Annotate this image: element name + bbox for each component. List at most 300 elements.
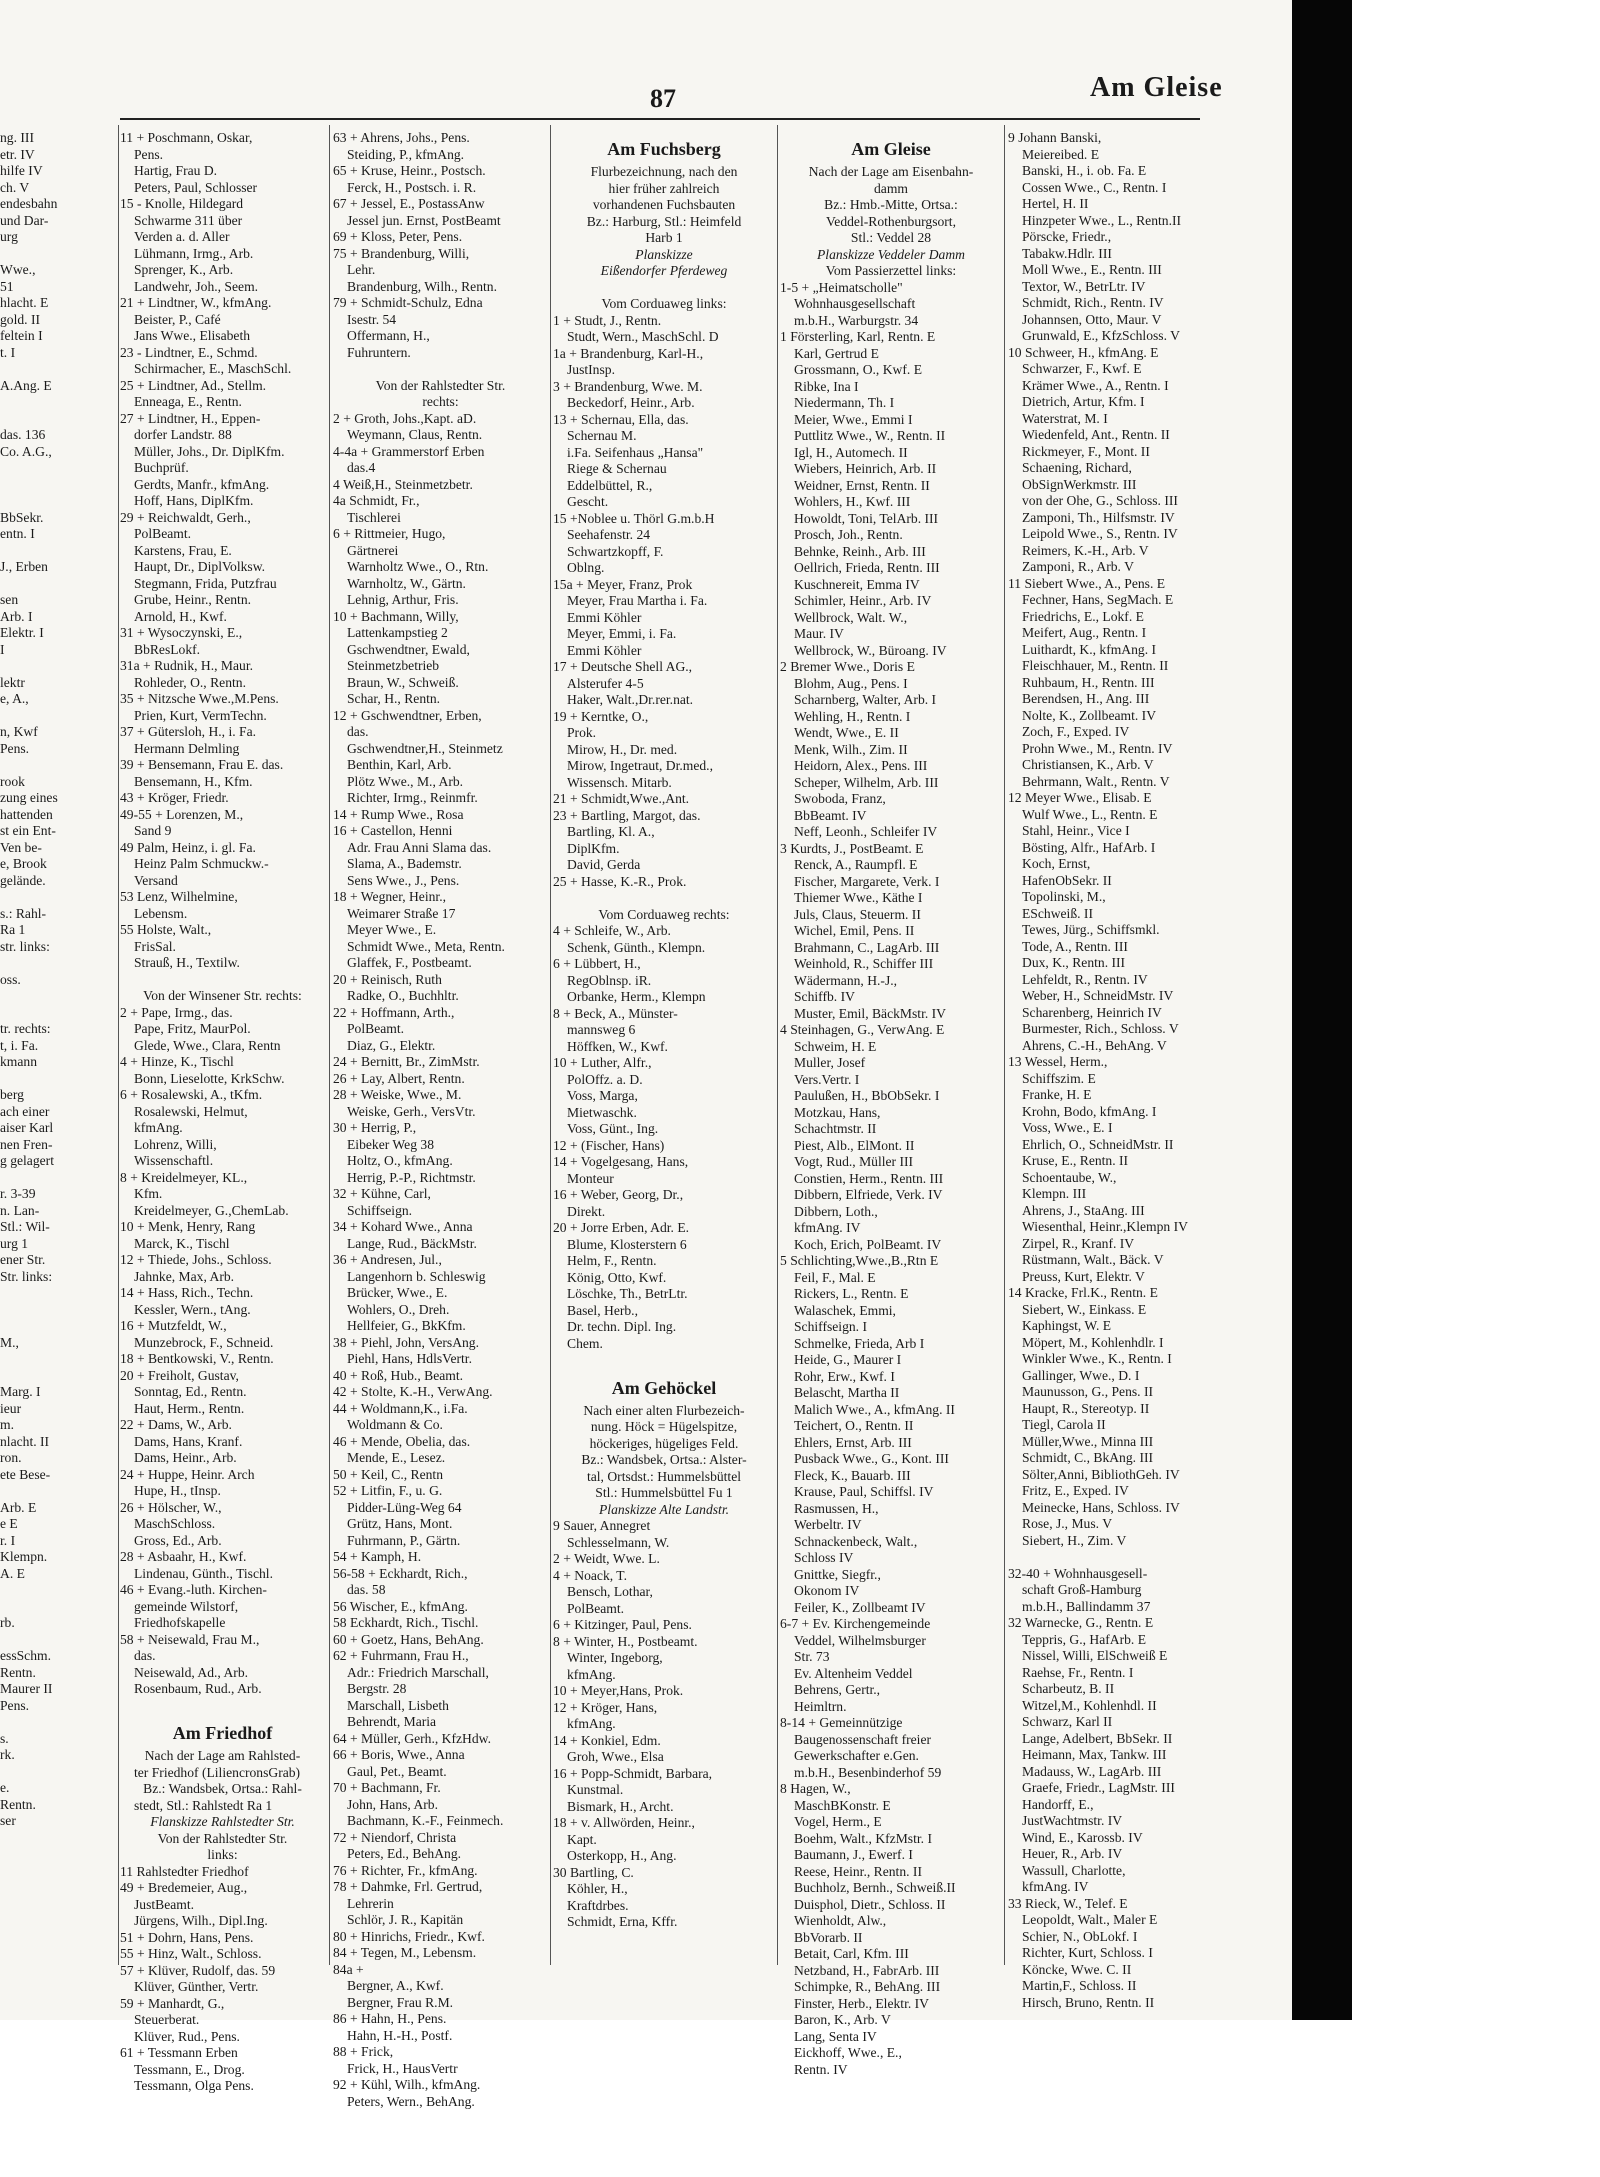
directory-line: Stahl, Heinr., Vice I bbox=[1022, 823, 1130, 838]
directory-line: Haupt, Dr., DiplVolksw. bbox=[134, 559, 266, 574]
directory-line: das. bbox=[347, 724, 369, 739]
directory-line: Wiebers, Heinrich, Arb. II bbox=[794, 461, 937, 476]
directory-line: Banski, H., i. ob. Fa. E bbox=[1022, 163, 1147, 178]
directory-line: Kapt. bbox=[567, 1831, 597, 1847]
directory-line: m.b.H., Warburgstr. 34 bbox=[794, 312, 919, 328]
directory-line: Malich Wwe., A., kfmAng. II bbox=[794, 1401, 955, 1417]
directory-line: Hellfeier, G., BkKfm. bbox=[347, 1318, 466, 1333]
directory-line: ter Friedhof (LiliencronsGrab) bbox=[134, 1764, 301, 1780]
directory-line bbox=[553, 1352, 775, 1369]
directory-line: König, Otto, Kwf. bbox=[567, 1269, 667, 1285]
directory-line bbox=[0, 889, 118, 906]
directory-line: Krämer Wwe., A., Rentn. I bbox=[1022, 377, 1169, 393]
directory-line: Nach der Lage am Rahlsted- bbox=[144, 1748, 301, 1763]
directory-line: Jahnke, Max, Arb. bbox=[134, 1268, 235, 1284]
directory-line: 36 + Andresen, Jul., bbox=[333, 1252, 442, 1267]
directory-line: e E bbox=[0, 1516, 18, 1531]
directory-line: Dams, Heinr., Arb. bbox=[134, 1450, 237, 1465]
directory-line: Lehrerin bbox=[347, 1895, 394, 1911]
directory-line: JustInsp. bbox=[567, 362, 615, 377]
directory-line: rechts: bbox=[422, 394, 459, 409]
directory-line: Kfm. bbox=[134, 1186, 163, 1201]
directory-line: Franke, H. E bbox=[1022, 1087, 1092, 1102]
directory-line: g gelagert bbox=[0, 1153, 54, 1168]
directory-line: Vers.Vertr. I bbox=[794, 1071, 860, 1087]
directory-line: Schirmacher, E., MaschSchl. bbox=[134, 361, 292, 376]
directory-line: Dr. techn. Dipl. Ing. bbox=[567, 1319, 677, 1334]
directory-line: Wellbrock, Walt. W., bbox=[794, 609, 908, 625]
directory-line: JustWachtmstr. IV bbox=[1022, 1813, 1123, 1828]
directory-line: Behrmann, Walt., Rentn. V bbox=[1022, 773, 1170, 789]
directory-line: 13 + Schernau, Ella, das. bbox=[553, 411, 689, 427]
directory-line: ng. III bbox=[0, 130, 34, 145]
directory-line: 1 + Studt, J., Rentn. bbox=[553, 312, 662, 328]
directory-line: 1 Försterling, Karl, Rentn. E bbox=[780, 329, 936, 344]
directory-line: mannsweg 6 bbox=[567, 1022, 636, 1037]
directory-line: Martin,F., Schloss. II bbox=[1022, 1978, 1137, 1993]
directory-line: essSchm. bbox=[0, 1648, 51, 1663]
directory-line: Pape, Fritz, MaurPol. bbox=[134, 1021, 251, 1036]
directory-line: Meyer, Emmi, i. Fa. bbox=[567, 626, 677, 641]
directory-line: Klempn. bbox=[0, 1549, 48, 1564]
directory-line: 18 + Wegner, Heinr., bbox=[333, 889, 446, 904]
directory-line: Monteur bbox=[567, 1170, 614, 1186]
directory-line: Weiske, Gerh., VersVtr. bbox=[347, 1103, 476, 1119]
directory-line: Sens Wwe., J., Pens. bbox=[347, 872, 460, 888]
directory-line: Ehlers, Ernst, Arb. III bbox=[794, 1434, 912, 1450]
directory-line: Kaphingst, W. E bbox=[1022, 1318, 1112, 1333]
directory-line: Rentn. IV bbox=[794, 2061, 848, 2077]
directory-line: John, Hans, Arb. bbox=[347, 1796, 439, 1812]
directory-line: Müller, Johs., Dr. DiplKfm. bbox=[134, 443, 285, 459]
directory-line: s. bbox=[0, 1730, 9, 1746]
directory-line: Hinzpeter Wwe., L., Rentn.II bbox=[1022, 212, 1182, 228]
directory-line: Lühmann, Irmg., Arb. bbox=[134, 245, 254, 261]
directory-line bbox=[0, 1302, 118, 1319]
directory-line: Menk, Wilh., Zim. II bbox=[794, 741, 908, 757]
directory-line: sen bbox=[0, 592, 19, 607]
directory-line: Bösting, Alfr., HafArb. I bbox=[1022, 839, 1156, 855]
directory-line: Scheper, Wilhelm, Arb. III bbox=[794, 774, 939, 790]
directory-line: 8 Hagen, W., bbox=[780, 1781, 851, 1796]
directory-line: Eißendorfer Pferdeweg bbox=[600, 263, 728, 278]
directory-line: Fleck, K., Bauarb. III bbox=[794, 1467, 911, 1483]
directory-line: Lindenau, Günth., Tischl. bbox=[134, 1565, 273, 1581]
directory-line: Planskizze bbox=[635, 246, 693, 262]
directory-line: das. 58 bbox=[347, 1582, 386, 1597]
directory-line: ESchweiß. II bbox=[1022, 905, 1093, 921]
directory-line: Arb. I bbox=[0, 608, 33, 624]
directory-line: 54 + Kamph, H. bbox=[333, 1549, 422, 1564]
directory-line bbox=[0, 1368, 118, 1385]
directory-line: str. links: bbox=[0, 938, 50, 954]
directory-line: r. I bbox=[0, 1532, 16, 1548]
directory-line: Blume, Klosterstern 6 bbox=[567, 1236, 687, 1252]
directory-line bbox=[1008, 1549, 1218, 1566]
directory-line: tr. rechts: bbox=[0, 1021, 51, 1036]
directory-line: Beckedorf, Heinr., Arb. bbox=[567, 395, 695, 410]
directory-line: Wohnhausgesellschaft bbox=[794, 296, 916, 311]
directory-line: Zamponi, Th., Hilfsmstr. IV bbox=[1022, 509, 1175, 525]
directory-line: Behrens, Gertr., bbox=[794, 1682, 881, 1697]
directory-line: Lohrenz, Willi, bbox=[134, 1136, 217, 1152]
directory-line: Heimltrn. bbox=[794, 1698, 847, 1714]
directory-line: Dibbern, Loth., bbox=[794, 1203, 878, 1219]
directory-line: Kruse, E., Rentn. II bbox=[1022, 1153, 1129, 1168]
directory-line: BbResLokf. bbox=[134, 641, 201, 657]
directory-line: Tiegl, Carola II bbox=[1022, 1417, 1106, 1432]
directory-line: Prosch, Joh., Rentn. bbox=[794, 527, 903, 542]
directory-line: 9 Sauer, Annegret bbox=[553, 1518, 651, 1533]
directory-line: Haker, Walt.,Dr.rer.nat. bbox=[567, 692, 694, 707]
directory-line bbox=[0, 1170, 118, 1187]
directory-line: Meier, Wwe., Emmi I bbox=[794, 411, 913, 427]
directory-line: Stl.: Wil- bbox=[0, 1219, 50, 1234]
directory-line: 2 + Pape, Irmg., das. bbox=[120, 1004, 233, 1020]
directory-line: Ruhbaum, H., Rentn. III bbox=[1022, 674, 1155, 690]
directory-line: PolBeamt. bbox=[567, 1600, 625, 1616]
directory-line: Sand 9 bbox=[134, 823, 172, 838]
directory-line: 15a + Meyer, Franz, Prok bbox=[553, 576, 693, 592]
directory-line: 62 + Fuhrmann, Frau H., bbox=[333, 1648, 469, 1663]
directory-line: Schmidt Wwe., Meta, Rentn. bbox=[347, 938, 505, 954]
directory-line: Rentn. bbox=[0, 1796, 36, 1812]
directory-line: 4a Schmidt, Fr., bbox=[333, 493, 420, 508]
directory-line: 26 + Hölscher, W., bbox=[120, 1499, 222, 1515]
directory-line: Wädermann, H.-J., bbox=[794, 972, 898, 988]
directory-line: gelände. bbox=[0, 872, 46, 888]
directory-line: 8 + Beck, A., Münster- bbox=[553, 1005, 678, 1021]
directory-line: 21 + Schmidt,Wwe.,Ant. bbox=[553, 791, 690, 806]
directory-line: 26 + Lay, Albert, Rentn. bbox=[333, 1070, 465, 1086]
directory-line: Bensch, Lothar, bbox=[567, 1584, 653, 1599]
directory-line: Marck, K., Tischl bbox=[134, 1235, 230, 1251]
directory-line: 28 + Asbaahr, H., Kwf. bbox=[120, 1549, 247, 1564]
directory-line: Piehl, Hans, HdlsVertr. bbox=[347, 1351, 472, 1366]
directory-line: nung. Höck = Hügelspitze, bbox=[590, 1419, 738, 1434]
directory-line bbox=[0, 757, 118, 774]
directory-line: Thiemer Wwe., Käthe I bbox=[794, 890, 923, 905]
directory-line: I bbox=[0, 641, 5, 657]
directory-line: 40 + Roß, Hub., Beamt. bbox=[333, 1367, 464, 1383]
directory-line: Winter, Ingeborg, bbox=[567, 1650, 663, 1665]
directory-line bbox=[0, 543, 118, 560]
directory-line: Langenhorn b. Schleswig bbox=[347, 1268, 486, 1284]
directory-line: Kuschnereit, Emma IV bbox=[794, 576, 920, 592]
directory-line bbox=[0, 1599, 118, 1616]
directory-line: Constien, Herm., Rentn. III bbox=[794, 1170, 944, 1186]
directory-line: Neff, Leonh., Schleifer IV bbox=[794, 824, 938, 839]
directory-line: Witzel,M., Kohlenhdl. II bbox=[1022, 1697, 1157, 1713]
directory-line: 24 + Huppe, Heinr. Arch bbox=[120, 1466, 255, 1482]
directory-line: 12 Meyer Wwe., Elisab. E bbox=[1008, 790, 1152, 805]
directory-line bbox=[0, 477, 118, 494]
directory-line: Leopoldt, Walt., Maler E bbox=[1022, 1912, 1158, 1927]
directory-line: J., Erben bbox=[0, 559, 48, 574]
directory-line: 16 + Castellon, Henni bbox=[333, 823, 453, 838]
directory-line: Köhler, H., bbox=[567, 1881, 628, 1896]
column-divider bbox=[777, 125, 778, 1965]
directory-line: Plötz Wwe., M., Arb. bbox=[347, 773, 464, 789]
directory-line: 60 + Goetz, Hans, BehAng. bbox=[333, 1631, 484, 1647]
directory-line: 11 + Poschmann, Oskar, bbox=[120, 130, 253, 145]
directory-line: Steiding, P., kfmAng. bbox=[347, 146, 465, 162]
directory-line: Schmidt, C., BkAng. III bbox=[1022, 1450, 1154, 1465]
directory-line: Duisphol, Dietr., Schloss. II bbox=[794, 1896, 946, 1912]
street-heading: Am Fuchsberg bbox=[607, 139, 721, 159]
directory-line bbox=[0, 576, 118, 593]
directory-line: n, Kwf bbox=[0, 724, 38, 739]
directory-line: Luithardt, K., kfmAng. I bbox=[1022, 641, 1157, 657]
directory-line: Lebensm. bbox=[134, 905, 188, 921]
directory-line: Munzebrock, F., Schneid. bbox=[134, 1334, 274, 1350]
directory-line: 57 + Klüver, Rudolf, das. 59 bbox=[120, 1962, 276, 1978]
directory-line: PolBeamt. bbox=[134, 526, 192, 541]
directory-line: Raehse, Fr., Rentn. I bbox=[1022, 1664, 1134, 1680]
directory-line: 30 Bartling, C. bbox=[553, 1864, 634, 1880]
directory-line: 84a + bbox=[333, 1961, 364, 1977]
directory-line: Gnittke, Siegfr., bbox=[794, 1566, 881, 1582]
directory-line: Rosalewski, Helmut, bbox=[134, 1103, 248, 1119]
directory-line: Von der Rahlstedter Str. bbox=[375, 377, 506, 393]
directory-line: oss. bbox=[0, 971, 21, 987]
directory-line: 25 + Lindtner, Ad., Stellm. bbox=[120, 377, 267, 393]
directory-line: Walaschek, Emmi, bbox=[794, 1302, 896, 1318]
directory-line: 31a + Rudnik, H., Maur. bbox=[120, 658, 254, 673]
directory-line: Baugenossenschaft freier bbox=[794, 1731, 932, 1747]
directory-line: Steinmetzbetrieb bbox=[347, 658, 440, 673]
directory-line: e, Brook bbox=[0, 856, 47, 871]
directory-line: Schloss IV bbox=[794, 1550, 854, 1565]
directory-line: Hoff, Hans, DiplKfm. bbox=[134, 493, 254, 508]
directory-line: Dux, K., Rentn. III bbox=[1022, 955, 1126, 970]
directory-line: 88 + Frick, bbox=[333, 2044, 394, 2059]
directory-line: Hahn, H.-H., Postf. bbox=[347, 2027, 453, 2043]
directory-line: Weidner, Ernst, Rentn. II bbox=[794, 477, 930, 493]
directory-line: Flurbezeichnung, nach den bbox=[590, 164, 738, 179]
directory-line: Jans Wwe., Elisabeth bbox=[134, 328, 251, 343]
directory-line: Sprenger, K., Arb. bbox=[134, 262, 234, 277]
directory-line: 2 + Groth, Johs.,Kapt. aD. bbox=[333, 410, 477, 426]
directory-line: r. 3-39 bbox=[0, 1186, 36, 1201]
directory-line: 70 + Bachmann, Fr. bbox=[333, 1780, 441, 1795]
directory-line: Weinhold, R., Schiffer III bbox=[794, 956, 934, 971]
directory-line bbox=[0, 394, 118, 411]
directory-line: 4 + Hinze, K., Tischl bbox=[120, 1054, 234, 1069]
directory-line: nlacht. II bbox=[0, 1433, 50, 1449]
directory-line: Schier, N., ObLokf. I bbox=[1022, 1928, 1138, 1944]
directory-line: Bz.: Wandsbek, Ortsa.: Rahl- bbox=[143, 1781, 302, 1796]
directory-line: Beister, P., Café bbox=[134, 311, 221, 327]
directory-line: Grossmann, O., Kwf. E bbox=[794, 362, 922, 377]
directory-line: 15 +Noblee u. Thörl G.m.b.H bbox=[553, 510, 715, 526]
directory-line: Vom Corduaweg links: bbox=[601, 296, 727, 311]
directory-line: 16 + Popp-Schmidt, Barbara, bbox=[553, 1765, 713, 1781]
directory-line: Koch, Erich, PolBeamt. IV bbox=[794, 1236, 942, 1252]
directory-line: 39 + Bensemann, Frau E. das. bbox=[120, 757, 284, 772]
directory-line: Höffken, W., Kwf. bbox=[567, 1038, 668, 1054]
directory-line: 37 + Gütersloh, H., i. Fa. bbox=[120, 724, 257, 739]
directory-line: Gerdts, Manfr., kfmAng. bbox=[134, 476, 270, 492]
directory-line: 18 + Bentkowski, V., Rentn. bbox=[120, 1351, 274, 1366]
directory-line: m.b.H., Ballindamm 37 bbox=[1022, 1598, 1151, 1614]
directory-line: Cossen Wwe., C., Rentn. I bbox=[1022, 179, 1167, 195]
column-3 bbox=[553, 130, 775, 1960]
directory-line: Schimler, Heinr., Arb. IV bbox=[794, 593, 932, 608]
directory-line: Marschall, Lisbeth bbox=[347, 1697, 449, 1713]
directory-line: 24 + Bernitt, Br., ZimMstr. bbox=[333, 1054, 480, 1069]
directory-line: Bismark, H., Archt. bbox=[567, 1798, 674, 1814]
directory-line: ieur bbox=[0, 1400, 22, 1416]
directory-line: Puttlitz Wwe., W., Rentn. II bbox=[794, 428, 946, 443]
directory-line: JustBeamt. bbox=[134, 1896, 195, 1912]
street-heading: Am Gehöckel bbox=[611, 1377, 717, 1398]
directory-line: Pens. bbox=[0, 740, 30, 756]
directory-line: 12 + Thiede, Johs., Schloss. bbox=[120, 1252, 272, 1267]
directory-line: Leipold Wwe., S., Rentn. IV bbox=[1022, 526, 1178, 541]
directory-line: Vogel, Herm., E bbox=[794, 1814, 882, 1829]
directory-line: 23 + Bartling, Margot, das. bbox=[553, 807, 701, 823]
directory-line: 75 + Brandenburg, Willi, bbox=[333, 245, 470, 261]
directory-line: stedt, Stl.: Rahlstedt Ra 1 bbox=[134, 1797, 273, 1813]
directory-line: Meyer Wwe., E. bbox=[347, 922, 437, 937]
directory-line: 44 + Woldmann,K., i.Fa. bbox=[333, 1400, 468, 1416]
directory-line: 1-5 + „Heimatscholle" bbox=[780, 279, 903, 295]
directory-line: 12 + Gschwendtner, Erben, bbox=[333, 707, 482, 723]
directory-line: Warnholtz, W., Gärtn. bbox=[347, 575, 466, 591]
directory-line: Eibeker Weg 38 bbox=[347, 1136, 434, 1152]
directory-line: Howoldt, Toni, TelArb. III bbox=[794, 510, 939, 526]
directory-line: Gschwendtner,H., Steinmetz bbox=[347, 740, 503, 756]
directory-line: 34 + Kohard Wwe., Anna bbox=[333, 1219, 473, 1234]
directory-line: vorhandenen Fuchsbauten bbox=[592, 197, 736, 212]
directory-line: Tessmann, E., Drog. bbox=[134, 2061, 245, 2077]
directory-line: Topolinski, M., bbox=[1022, 889, 1106, 904]
directory-line: Adr.: Friedrich Marschall, bbox=[347, 1664, 489, 1680]
directory-line: Vogt, Rud., Müller III bbox=[794, 1154, 914, 1169]
directory-line: 59 + Manhardt, G., bbox=[120, 1995, 225, 2011]
directory-line: Rüstmann, Walt., Bäck. V bbox=[1022, 1252, 1164, 1267]
directory-line: rk. bbox=[0, 1747, 15, 1762]
directory-line: Schwarme 311 über bbox=[134, 212, 243, 228]
directory-line: Lehnig, Arthur, Fris. bbox=[347, 592, 459, 607]
directory-line: A.Ang. E bbox=[0, 377, 52, 393]
directory-line: 72 + Niendorf, Christa bbox=[333, 1829, 457, 1845]
directory-line: Friedhofskapelle bbox=[134, 1615, 226, 1630]
directory-line: Rasmussen, H., bbox=[794, 1500, 879, 1516]
directory-line: Scharbeutz, B. II bbox=[1022, 1681, 1115, 1696]
directory-line: 58 Eckhardt, Rich., Tischl. bbox=[333, 1615, 479, 1630]
directory-line: Oblng. bbox=[567, 560, 605, 575]
directory-line: 1a + Brandenburg, Karl-H., bbox=[553, 345, 704, 361]
directory-line: Wellbrock, W., Büroang. IV bbox=[794, 642, 947, 658]
directory-line: Kraftdrbes. bbox=[567, 1897, 629, 1913]
directory-line: Schmidt, Rich., Rentn. IV bbox=[1022, 295, 1164, 310]
directory-line: Sölter,Anni, BibliothGeh. IV bbox=[1022, 1466, 1180, 1482]
directory-line: 14 Kracke, Frl.K., Rentn. E bbox=[1008, 1285, 1158, 1300]
directory-line: 21 + Lindtner, W., kfmAng. bbox=[120, 295, 272, 310]
directory-line: Emmi Köhler bbox=[567, 609, 642, 625]
directory-line: Meyer, Frau Martha i. Fa. bbox=[567, 593, 708, 608]
directory-line: Gärtnerei bbox=[347, 542, 399, 558]
directory-line: rook bbox=[0, 773, 25, 789]
directory-line: 16 + Mutzfeldt, W., bbox=[120, 1318, 227, 1333]
directory-line: BbVorarb. II bbox=[794, 1929, 863, 1945]
directory-line: Diaz, G., Elektr. bbox=[347, 1037, 436, 1053]
directory-line: Swoboda, Franz, bbox=[794, 791, 886, 806]
directory-line: Siebert, H., Zim. V bbox=[1022, 1532, 1127, 1548]
directory-line: Maurer II bbox=[0, 1681, 53, 1696]
directory-line: 14 + Hass, Rich., Techn. bbox=[120, 1285, 254, 1300]
directory-line: Schiffszim. E bbox=[1022, 1070, 1096, 1086]
directory-line: t. I bbox=[0, 344, 16, 360]
directory-line: zung eines bbox=[0, 790, 58, 805]
directory-line: Marg. I bbox=[0, 1384, 41, 1399]
directory-line: Radke, O., Buchhltr. bbox=[347, 988, 459, 1003]
directory-line: Wulf Wwe., L., Rentn. E bbox=[1022, 806, 1158, 822]
directory-line: Brandenburg, Wilh., Rentn. bbox=[347, 278, 497, 294]
directory-line: 6 + Kitzinger, Paul, Pens. bbox=[553, 1617, 692, 1632]
directory-line: 14 + Vogelgesang, Hans, bbox=[553, 1154, 689, 1169]
directory-line: RegOblnsp. iR. bbox=[567, 972, 652, 988]
directory-line: hier früher zahlreich bbox=[608, 180, 720, 196]
directory-line: BbSekr. bbox=[0, 509, 44, 525]
directory-line: 69 + Kloss, Peter, Pens. bbox=[333, 229, 463, 244]
directory-line: 32 + Kühne, Carl, bbox=[333, 1186, 431, 1201]
directory-line: 84 + Tegen, M., Lebensm. bbox=[333, 1945, 477, 1960]
directory-line: Groh, Wwe., Elsa bbox=[567, 1749, 664, 1764]
directory-line: Elektr. I bbox=[0, 625, 44, 640]
directory-line: Schenk, Günth., Klempn. bbox=[567, 939, 706, 955]
directory-line: 10 Schweer, H., kfmAng. E bbox=[1008, 344, 1159, 360]
directory-line: Maunusson, G., Pens. II bbox=[1022, 1384, 1154, 1399]
directory-line: Möpert, M., Kohlenhdlr. I bbox=[1022, 1334, 1164, 1350]
directory-line: Berendsen, H., Ang. III bbox=[1022, 691, 1150, 706]
directory-line: Heimann, Max, Tankw. III bbox=[1022, 1747, 1167, 1762]
directory-line: rb. bbox=[0, 1615, 15, 1630]
page-number: 87 bbox=[650, 84, 676, 113]
directory-line: Bz.: Hmb.-Mitte, Ortsa.: bbox=[824, 197, 958, 212]
directory-line: 35 + Nitzsche Wwe.,M.Pens. bbox=[120, 691, 279, 706]
directory-line: Wichel, Emil, Pens. II bbox=[794, 923, 915, 938]
directory-line: Nolte, K., Zollbeamt. IV bbox=[1022, 707, 1157, 723]
directory-line: Slama, A., Bademstr. bbox=[347, 856, 462, 871]
directory-line: Karstens, Frau, E. bbox=[134, 542, 232, 558]
directory-line: 80 + Hinrichs, Friedr., Kwf. bbox=[333, 1928, 485, 1944]
directory-line: lektr bbox=[0, 674, 25, 690]
directory-line: Lehr. bbox=[347, 262, 376, 277]
directory-line: 6-7 + Ev. Kirchengemeinde bbox=[780, 1616, 931, 1631]
directory-line: Scharnberg, Walter, Arb. I bbox=[794, 692, 937, 707]
directory-line bbox=[120, 1698, 325, 1715]
directory-line: Prien, Kurt, VermTechn. bbox=[134, 707, 267, 723]
directory-line bbox=[0, 1005, 118, 1022]
directory-line: 10 + Bachmann, Willy, bbox=[333, 608, 459, 624]
directory-line: Eickhoff, Wwe., E., bbox=[794, 2045, 902, 2060]
directory-line: tal, Ortsdst.: Hummelsbüttel bbox=[586, 1468, 742, 1484]
directory-line: hlacht. E bbox=[0, 295, 49, 310]
directory-line: 33 Rieck, W., Telef. E bbox=[1008, 1895, 1128, 1911]
street-heading: Am Friedhof bbox=[172, 1723, 273, 1743]
directory-line: Heuer, R., Arb. IV bbox=[1022, 1846, 1123, 1861]
directory-line bbox=[0, 1285, 118, 1302]
directory-line: Schiffseign. bbox=[347, 1202, 413, 1218]
directory-line: 58 + Neisewald, Frau M., bbox=[120, 1631, 260, 1647]
directory-line: i.Fa. Seifenhaus „Hansa" bbox=[567, 444, 704, 460]
directory-line bbox=[0, 1071, 118, 1088]
directory-line: Jürgens, Wilh., Dipl.Ing. bbox=[134, 1913, 268, 1928]
column-2 bbox=[333, 130, 548, 2109]
